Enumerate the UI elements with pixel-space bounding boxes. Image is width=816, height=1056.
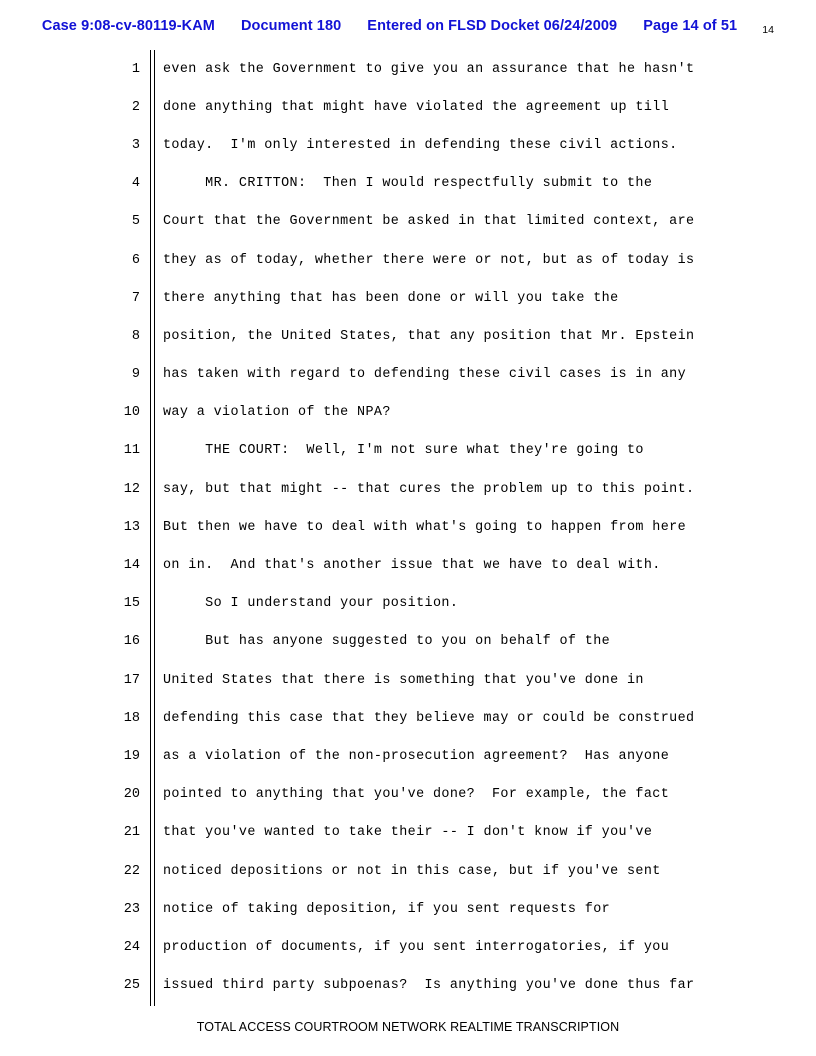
transcript-line — [0, 928, 816, 966]
line-text: defending this case that they believe may or could be construed — [163, 710, 695, 726]
line-text: done anything that might have violated the agreement up till — [163, 99, 670, 115]
line-number: 13 — [123, 519, 140, 535]
page-stamp: 14 — [762, 24, 775, 36]
transcript-line — [0, 165, 816, 203]
line-number: 9 — [131, 367, 140, 383]
line-text: on in. And that's another issue that we have to deal with. — [163, 558, 661, 574]
line-number: 16 — [123, 634, 140, 650]
page-footer: TOTAL ACCESS COURTROOM NETWORK REALTIME TRANSCRIPTION — [196, 1020, 620, 1034]
transcript-line — [0, 126, 816, 164]
line-number: 6 — [131, 252, 140, 268]
transcript-lines — [0, 50, 816, 1005]
line-text: noticed depositions or not in this case, but if you've sent — [163, 863, 661, 879]
line-number: 8 — [131, 328, 140, 344]
ecf-header-stamp — [0, 18, 816, 40]
line-text: that you've wanted to take their -- I don't know if you've — [163, 825, 653, 841]
line-number: 22 — [123, 863, 140, 879]
transcript-line — [0, 50, 816, 88]
transcript-line — [0, 890, 816, 928]
line-text: position, the United States, that any position that Mr. Epstein — [163, 328, 695, 344]
transcript-line — [0, 852, 816, 890]
line-text: today. I'm only interested in defending these civil actions. — [163, 137, 678, 153]
line-text: pointed to anything that you've done? For example, the fact — [163, 787, 670, 803]
transcript-line — [0, 508, 816, 546]
transcript-line — [0, 585, 816, 623]
transcript-line — [0, 356, 816, 394]
transcript-line — [0, 967, 816, 1005]
line-number: 25 — [123, 978, 140, 994]
transcript-line — [0, 432, 816, 470]
line-number: 10 — [123, 405, 140, 421]
line-text: But has anyone suggested to you on behalf of the — [163, 634, 611, 650]
line-text: MR. CRITTON: Then I would respectfully submit to the — [163, 176, 653, 192]
transcript-line — [0, 737, 816, 775]
line-number: 5 — [131, 214, 140, 230]
line-number: 12 — [123, 481, 140, 497]
transcript-line — [0, 279, 816, 317]
line-text: Court that the Government be asked in that limited context, are — [163, 214, 695, 230]
line-text: they as of today, whether there were or not, but as of today is — [163, 252, 695, 268]
docket-entry-date: Entered on FLSD Docket 06/24/2009 — [367, 18, 618, 34]
line-number: 24 — [123, 939, 140, 955]
line-number: 18 — [123, 710, 140, 726]
transcript-line — [0, 470, 816, 508]
line-text: there anything that has been done or will you take the — [163, 290, 619, 306]
transcript-line — [0, 814, 816, 852]
transcript-page — [0, 50, 816, 1010]
line-text: United States that there is something that you've done in — [163, 672, 644, 688]
line-text: say, but that might -- that cures the problem up to this point. — [163, 481, 695, 497]
page-of-total: Page 14 of 51 — [643, 18, 738, 34]
transcript-line — [0, 661, 816, 699]
transcript-line — [0, 623, 816, 661]
line-number: 7 — [131, 290, 140, 306]
line-number: 17 — [123, 672, 140, 688]
document-number: Document 180 — [240, 18, 342, 34]
line-text: has taken with regard to defending these civil cases is in any — [163, 367, 687, 383]
transcript-line — [0, 699, 816, 737]
line-number: 11 — [123, 443, 140, 459]
line-number: 21 — [123, 825, 140, 841]
transcript-line — [0, 776, 816, 814]
line-number: 1 — [131, 61, 140, 77]
transcript-line — [0, 317, 816, 355]
line-number: 4 — [131, 176, 140, 192]
line-text: production of documents, if you sent interrogatories, if you — [163, 939, 670, 955]
transcript-line — [0, 88, 816, 126]
line-text: THE COURT: Well, I'm not sure what they're going to — [163, 443, 644, 459]
line-text: But then we have to deal with what's going to happen from here — [163, 519, 687, 535]
line-text: way a violation of the NPA? — [163, 405, 391, 421]
transcript-line — [0, 394, 816, 432]
line-text: as a violation of the non-prosecution agreement? Has anyone — [163, 748, 670, 764]
line-text: issued third party subpoenas? Is anything you've done thus far — [163, 978, 695, 994]
line-number: 23 — [123, 901, 140, 917]
line-number: 19 — [123, 748, 140, 764]
line-number: 14 — [123, 558, 140, 574]
line-number: 20 — [123, 787, 140, 803]
line-number: 3 — [131, 137, 140, 153]
case-number: Case 9:08-cv-80119-KAM — [41, 18, 215, 34]
line-number: 2 — [131, 99, 140, 115]
line-text: notice of taking deposition, if you sent requests for — [163, 901, 611, 917]
transcript-line — [0, 546, 816, 584]
line-number: 15 — [123, 596, 140, 612]
transcript-line — [0, 241, 816, 279]
line-text: even ask the Government to give you an assurance that he hasn't — [163, 61, 695, 77]
transcript-line — [0, 203, 816, 241]
line-text: So I understand your position. — [163, 596, 459, 612]
